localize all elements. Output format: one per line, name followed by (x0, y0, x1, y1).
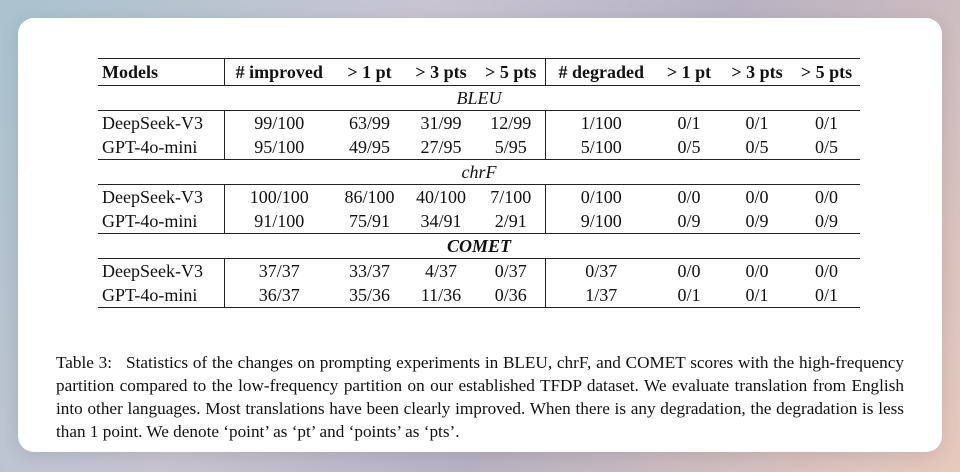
table-caption (56, 351, 904, 443)
table-cell: 91/100 (224, 209, 334, 234)
table-cell: 63/99 (348, 112, 390, 133)
table-cell: 11/36 (405, 283, 477, 308)
table-cell: 40/100 (415, 186, 466, 207)
table-cell: 2/91 (477, 209, 545, 234)
table-cell: 37/37 (258, 260, 300, 281)
caption-label: Table 3: (56, 353, 113, 373)
table-cell: 0/1 (745, 112, 769, 133)
table-cell: 0/9 (721, 209, 793, 234)
section-comet-row (98, 234, 860, 259)
table-cell: 4/37 (424, 260, 457, 281)
table-cell: 0/0 (677, 186, 701, 207)
table-cell: 99/100 (254, 112, 305, 133)
table-cell: 100/100 (249, 186, 309, 207)
header-improved: # improved (224, 59, 334, 86)
table-cell: 0/1 (721, 283, 793, 308)
table-row (98, 209, 860, 234)
table-row (98, 135, 860, 160)
table-cell: 0/1 (677, 112, 701, 133)
table-cell: 34/91 (405, 209, 477, 234)
table-cell: 5/100 (545, 135, 657, 160)
table-cell: 0/37 (585, 260, 618, 281)
model-name: GPT-4o-mini (98, 209, 224, 234)
header-degraded: # degraded (545, 59, 657, 86)
table-cell: 0/1 (814, 112, 838, 133)
table-cell: 0/9 (657, 209, 721, 234)
section-label: COMET (98, 234, 860, 259)
section-bleu-row (98, 86, 860, 111)
table-cell: 0/0 (814, 260, 838, 281)
table-cell: 33/37 (348, 260, 390, 281)
table-cell: 49/95 (334, 135, 405, 160)
table-row (98, 259, 860, 284)
model-name: DeepSeek-V3 (98, 259, 224, 284)
table-cell: 31/99 (420, 112, 462, 133)
table-cell: 0/0 (814, 186, 838, 207)
table-cell: 95/100 (224, 135, 334, 160)
content-card (18, 18, 942, 452)
table-cell: 0/1 (793, 283, 860, 308)
section-label: chrF (98, 160, 860, 185)
table-cell: 0/5 (657, 135, 721, 160)
table-cell: 75/91 (334, 209, 405, 234)
table-cell: 0/0 (745, 186, 769, 207)
header-models: Models (98, 59, 224, 86)
results-table (98, 58, 860, 308)
table-cell: 1/37 (545, 283, 657, 308)
table-cell: 27/95 (405, 135, 477, 160)
table-cell: 35/36 (334, 283, 405, 308)
header-improved-gt1: > 1 pt (334, 59, 405, 86)
header-degraded-gt5: > 5 pts (793, 59, 860, 86)
model-name: GPT-4o-mini (98, 283, 224, 308)
model-name: GPT-4o-mini (98, 135, 224, 160)
table-header-row (98, 59, 860, 86)
model-name: DeepSeek-V3 (98, 185, 224, 210)
table-cell: 0/1 (657, 283, 721, 308)
table-cell: 86/100 (344, 186, 395, 207)
table-cell: 0/5 (793, 135, 860, 160)
table-cell: 1/100 (580, 112, 622, 133)
table-cell: 7/100 (477, 185, 545, 210)
table-cell: 12/99 (477, 111, 545, 136)
header-degraded-gt1: > 1 pt (657, 59, 721, 86)
section-label: BLEU (98, 86, 860, 111)
table-cell: 9/100 (545, 209, 657, 234)
model-name: DeepSeek-V3 (98, 111, 224, 136)
table-cell: 0/9 (793, 209, 860, 234)
caption-text: Statistics of the changes on prompting experiments in BLEU, chrF, and COMET scores with the high-frequency partition compared to the low-frequency partition on our established TFDP dataset. We evaluate translation from English into other languages. Most translations have been clearly improved. When there is any degradation, the degradation is less than 1 point. We denote ‘point’ as ‘pt’ and ‘points’ as ‘pts’. (56, 353, 904, 442)
table-cell: 0/100 (580, 186, 622, 207)
table-cell: 0/36 (477, 283, 545, 308)
table-row (98, 111, 860, 136)
header-improved-gt5: > 5 pts (477, 59, 545, 86)
header-degraded-gt3: > 3 pts (721, 59, 793, 86)
header-improved-gt3: > 3 pts (405, 59, 477, 86)
table-cell: 0/5 (721, 135, 793, 160)
table-cell: 0/0 (677, 260, 701, 281)
table-cell: 36/37 (224, 283, 334, 308)
table-row (98, 283, 860, 308)
table-row (98, 185, 860, 210)
table-cell: 5/95 (477, 135, 545, 160)
table-cell: 0/0 (745, 260, 769, 281)
section-chrf-row (98, 160, 860, 185)
table-cell: 0/37 (477, 259, 545, 284)
